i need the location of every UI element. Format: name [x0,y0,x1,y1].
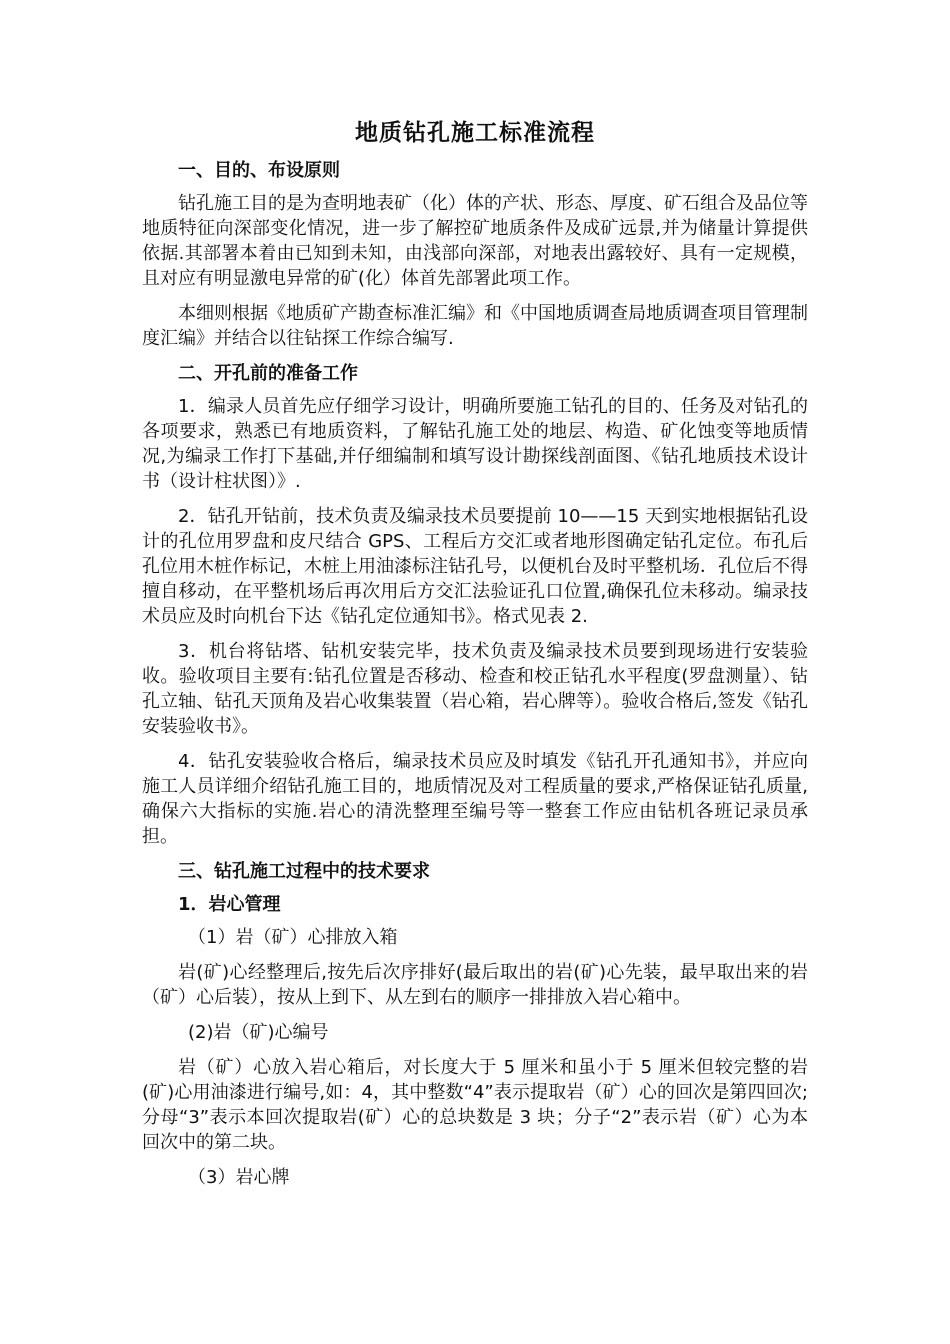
paragraph: 岩（矿）心放入岩心箱后，对长度大于 5 厘米和虽小于 5 厘米但较完整的岩(矿)心用油漆进行编号,如：4，其中整数“4”表示提取岩（矿）心的回次是第四回次;分母“3”表示本回次提取岩(矿）心的总块数是 3 块；分子“2”表示岩（矿）心为本回次中的第二块。 [142,1057,808,1153]
paragraph: 岩(矿)心经整理后,按先后次序排好(最后取出的岩(矿)心先装，最早取出来的岩（矿）心后装），按从上到下、从左到右的顺序一排排放入岩心箱中。 [142,962,808,1008]
section-heading-requirements: 三、钻孔施工过程中的技术要求 [178,861,430,882]
paragraph: 4．钻孔安装验收合格后，编录技术员应及时填发《钻孔开孔通知书》，并应向施工人员详细介绍钻孔施工目的，地质情况及对工程质量的要求,严格保证钻孔质量,确保六大指标的实施.岩心的清洗整理至编号等一整套工作应由钻机各班记录员承担。 [142,751,808,847]
item-heading: （3）岩心牌 [188,1167,290,1188]
paragraph: 3．机台将钻塔、钻机安装完毕，技术负责及编录技术员要到现场进行安装验收。验收项目主要有:钻孔位置是否移动、检查和校正钻孔水平程度(罗盘测量）、钻孔立轴、钻孔天顶角及岩心收集装置（岩心箱，岩心牌等）。验收合格后,签发《钻孔安装验收书》。 [142,641,808,737]
paragraph: 2．钻孔开钻前，技术负责及编录技术员要提前 10——15 天到实地根据钻孔设计的孔位用罗盘和皮尺结合 GPS、工程后方交汇或者地形图确定钻孔定位。布孔后孔位用木桩作标记，木桩上用油漆标注钻孔号，以便机台及时平整机场．孔位后不得擅自移动，在平整机场后再次用后方交汇法验证孔口位置,确保孔位未移动。编录技术员应及时向机台下达《钻孔定位通知书》。格式见表 2. [142,506,808,627]
subsection-heading-core-management: 1．岩心管理 [178,894,281,915]
paragraph: 1．编录人员首先应仔细学习设计，明确所要施工钻孔的目的、任务及对钻孔的各项要求，熟悉已有地质资料，了解钻孔施工处的地层、构造、矿化蚀变等地质情况,为编录工作打下基础,并仔细编制和填写设计勘探线剖面图、《钻孔地质技术设计书（设计柱状图）》. [142,396,808,492]
item-heading: (2)岩（矿)心编号 [188,1022,329,1043]
section-heading-preparation: 二、开孔前的准备工作 [178,363,358,384]
paragraph: 钻孔施工目的是为查明地表矿（化）体的产状、形态、厚度、矿石组合及品位等地质特征向深部变化情况，进一步了解控矿地质条件及成矿远景,并为储量计算提供依据.其部署本着由已知到未知，由浅部向深部，对地表出露较好、具有一定规模，且对应有明显激电异常的矿(化）体首先部署此项工作。 [142,193,808,289]
document-title: 地质钻孔施工标准流程 [355,120,595,146]
paragraph: 本细则根据《地质矿产勘查标准汇编》和《中国地质调查局地质调查项目管理制度汇编》并结合以往钻探工作综合编写. [142,303,808,349]
section-heading-purpose: 一、目的、布设原则 [178,160,340,181]
item-heading: （1）岩（矿）心排放入箱 [188,927,398,948]
